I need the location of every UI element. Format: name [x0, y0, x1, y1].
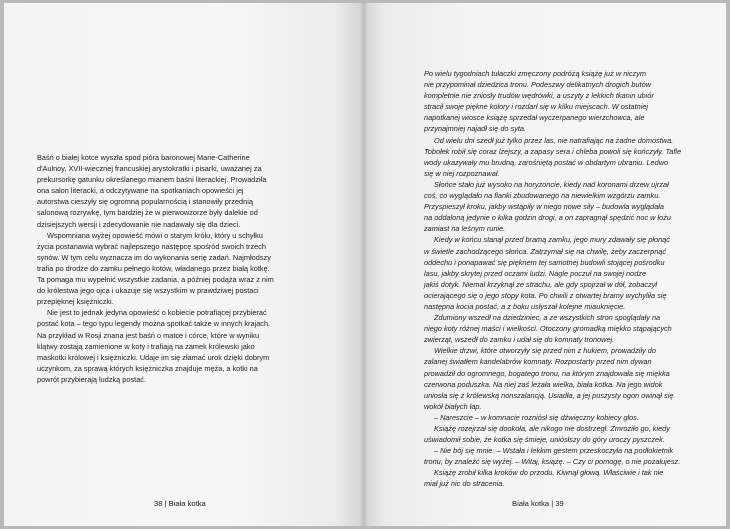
- text-line: tronu, by znaleźć się wyżej. – Witaj, książę. – Czy ci pomogę, o nie pożałujesz.: [424, 457, 681, 467]
- paragraph: [424, 179, 682, 234]
- text-line: stracił swoje piękne kolory i rozdarł się w kilku miejscach. W ostatniej: [424, 102, 649, 112]
- text-line: jakiś dotyk. Niemal krzyknął ze strachu, ale gdy spojrzał w dół, zobaczył: [424, 279, 658, 289]
- text-line: postać kota – tego typu legendy można spotkać także w innych krajach.: [37, 319, 271, 329]
- text-line: Tobołek robił się coraz lżejszy, a zapasy sera i chleba powoli się kończyły. Tafle: [424, 146, 682, 156]
- text-line: czerwona poduszka. Na niej zaś leżała wielka, biała kotka. Na jego widok: [424, 379, 663, 389]
- text-line: następna kocia postać, a z boku usłyszał kolejne miauknięcie.: [424, 301, 626, 311]
- text-line: zamiast na leśnym runie.: [424, 224, 506, 234]
- text-line: d'Aulnoy, XVII-wiecznej francuskiej arystokratki i pisarki, uważanej za: [37, 164, 262, 174]
- text-line: – Nareszcie – w komnacie rozniósł się dźwięczny kobiecy głos.: [434, 412, 639, 422]
- text-line: napotkanej wiosce książę sprzedał wyczerpanego wierzchowca, ale: [424, 113, 645, 123]
- text-line: coś, co wyglądało na flanki zbudowanego na niewielkim wzgórzu zamku.: [424, 191, 661, 201]
- paragraph: [37, 307, 337, 385]
- paragraph: [424, 135, 682, 179]
- text-line: przepięknej księżniczki.: [37, 297, 114, 307]
- text-line: Na przykład w Rosji znana jest baśń o matce i córce, które w wyniku: [37, 330, 260, 340]
- paragraph: [37, 230, 337, 308]
- paragraph: [424, 345, 682, 412]
- text-line: lasu, jakby skrytej przed oczami ludzi. Nagle poczuł na swojej nodze: [424, 268, 647, 278]
- text-line: Przyspieszył kroku, jakby wstąpiły w niego nowe siły – budowla wyglądała: [424, 202, 665, 212]
- text-line: ocierającego się o jego stopy kota. Po chwili z otwartej bramy wychyliła się: [424, 290, 667, 300]
- text-line: Słońce stało już wysoko na horyzoncie, kiedy nad koronami drzew ujrzał: [434, 179, 669, 189]
- text-line: miał już nic do stracenia.: [424, 479, 505, 489]
- text-line: prekursorkę gatunku określanego mianem baśni literackiej. Prowadziła: [37, 175, 267, 185]
- text-line: uczynkom, za sprawą których księżniczka znajduje męża, a kotki na: [37, 363, 258, 373]
- text-line: życia postanawia wybrać najlepszego następcę spośród swoich trzech: [37, 241, 267, 251]
- text-line: trafia po drodze do zamku pełnego kotów, władanego przez białą kotkę.: [37, 263, 270, 273]
- text-line: synów. W tym celu wyznacza im do wykonania serię zadań. Najmłodszy: [37, 252, 271, 262]
- text-line: Nie jest to jednak jedyna opowieść o kobiecie potrafiącej przybierać: [47, 308, 267, 318]
- text-line: uświadomił sobie, że kotka się śmieje, uniósłszy do góry uroczy pyszczek.: [424, 435, 665, 445]
- left-page-folio: 38 | Biała kotka: [154, 499, 206, 508]
- paragraph: [424, 412, 682, 423]
- book-spread: [4, 3, 726, 526]
- paragraph: [424, 445, 682, 467]
- text-line: kompletnie nie zniosły trudów wędrówki, a uszyty z lekkich tkanin ubiór: [424, 91, 654, 101]
- text-line: autorstwa cieszyły się ogromną popularnością i stanowiły przednią: [37, 197, 253, 207]
- text-line: niego koty różnej maści i wielkości. Otoczony gromadką miękko stąpających: [424, 324, 672, 334]
- paragraph: [424, 234, 682, 312]
- text-line: Ta pomaga mu wypełnić wszystkie zadania, a później podąża wraz z nim: [37, 275, 274, 285]
- text-line: w świetle zachodzącego słońca. Zatrzymał się na chwilę, żeby zaczerpnąć: [424, 246, 667, 256]
- text-line: powrót przybierają ludzką postać.: [37, 374, 146, 384]
- text-line: do królestwa jego ojca i ukazuje się wszystkim w prawdziwej postaci: [37, 286, 259, 296]
- text-line: zwierząt, wszedł do zamku i udał się do komnaty tronowej.: [424, 335, 615, 345]
- text-line: Po wielu tygodniach tułaczki zmęczony podróżą książę już w niczym: [424, 69, 647, 78]
- text-line: Książę zrobił kilka kroków do przodu. Kiwnął głową. Właściwie i tak nie: [434, 468, 664, 478]
- paragraph: [424, 68, 682, 135]
- text-line: się w niej rozpoznawał.: [424, 168, 500, 178]
- paragraph: [424, 467, 682, 489]
- text-line: dzisiejszych wersji i zdecydowanie nie nadawały się dla dzieci.: [37, 219, 241, 229]
- text-line: Baśń o białej kotce wyszła spod pióra baronowej Marie-Catherine: [37, 153, 250, 162]
- paragraph: [37, 152, 337, 230]
- right-page-text: [424, 68, 682, 490]
- text-line: oddechu i ponapawać się pięknem tej samotnej budowli stojącej pośrodku: [424, 257, 665, 267]
- book-gutter: [360, 3, 368, 526]
- text-line: zalanej światłem kandelabrów komnaty. Rozpostarty przed nim dywan: [424, 357, 652, 367]
- right-page-folio: Biała kotka | 39: [512, 499, 564, 508]
- text-line: przynajmniej najadł się do syta.: [424, 124, 527, 134]
- left-page-text: [37, 152, 337, 385]
- text-line: – Nie bój się mnie. – Wstała i lekkim gestem przeskoczyła na podłokietnik: [434, 446, 674, 456]
- text-line: Książę rozejrzał się dookoła, ale nikogo nie dostrzegł. Zmroziło go, kiedy: [434, 424, 670, 433]
- text-line: Wielkie drzwi, które otworzyły się przed nim z hukiem, prowadziły do: [434, 346, 656, 356]
- text-line: Od wielu dni szedł już tylko przez las, nie natrafiając na żadne domostwa.: [434, 135, 674, 145]
- text-line: maskotki królowej i księżniczki. Udaje im się złamać urok dzięki dobrym: [37, 352, 270, 362]
- right-page: [364, 3, 726, 526]
- text-line: prowadził do ogromnego, bogatego tronu, na którym znajdowała się miękka: [424, 368, 670, 378]
- text-line: wody ukazywały mu brudną, zarośniętą postać w obdartym ubraniu. Ledwo: [424, 157, 669, 167]
- left-page: [4, 3, 364, 526]
- paragraph: [424, 423, 682, 445]
- text-line: Kiedy w końcu stanął przed bramą zamku, jego mury zdawały się płonąć: [434, 235, 670, 245]
- text-line: ona salon literacki, a odczytywane na spotkaniach opowieści jej: [37, 186, 244, 196]
- text-line: salonową rozrywkę, tym bardziej że w pierwowzorze były dalekie od: [37, 208, 258, 218]
- paragraph: [424, 312, 682, 345]
- text-line: nie przypominał dziedzica tronu. Podeszwy delikatnych drogich butów: [424, 80, 651, 90]
- text-line: uniosła się z królewską nonszalancją. Usiadła, a jej puszysty ogon owinął się: [424, 390, 674, 400]
- text-line: na oddaloną jedynie o kilka godzin drogi, a on zapragnął spędzić noc w łożu: [424, 213, 671, 223]
- text-line: Wspomniana wyżej opowieść mówi o starym królu, który u schyłku: [47, 230, 263, 240]
- text-line: klątwy zostają zamienione w koty i trafiają na zamek królewski jako: [37, 341, 255, 351]
- text-line: wokół białych łap.: [424, 401, 482, 411]
- text-line: Zdumiony wszedł na dziedziniec, a ze wszystkich stron spoglądały na: [434, 313, 661, 323]
